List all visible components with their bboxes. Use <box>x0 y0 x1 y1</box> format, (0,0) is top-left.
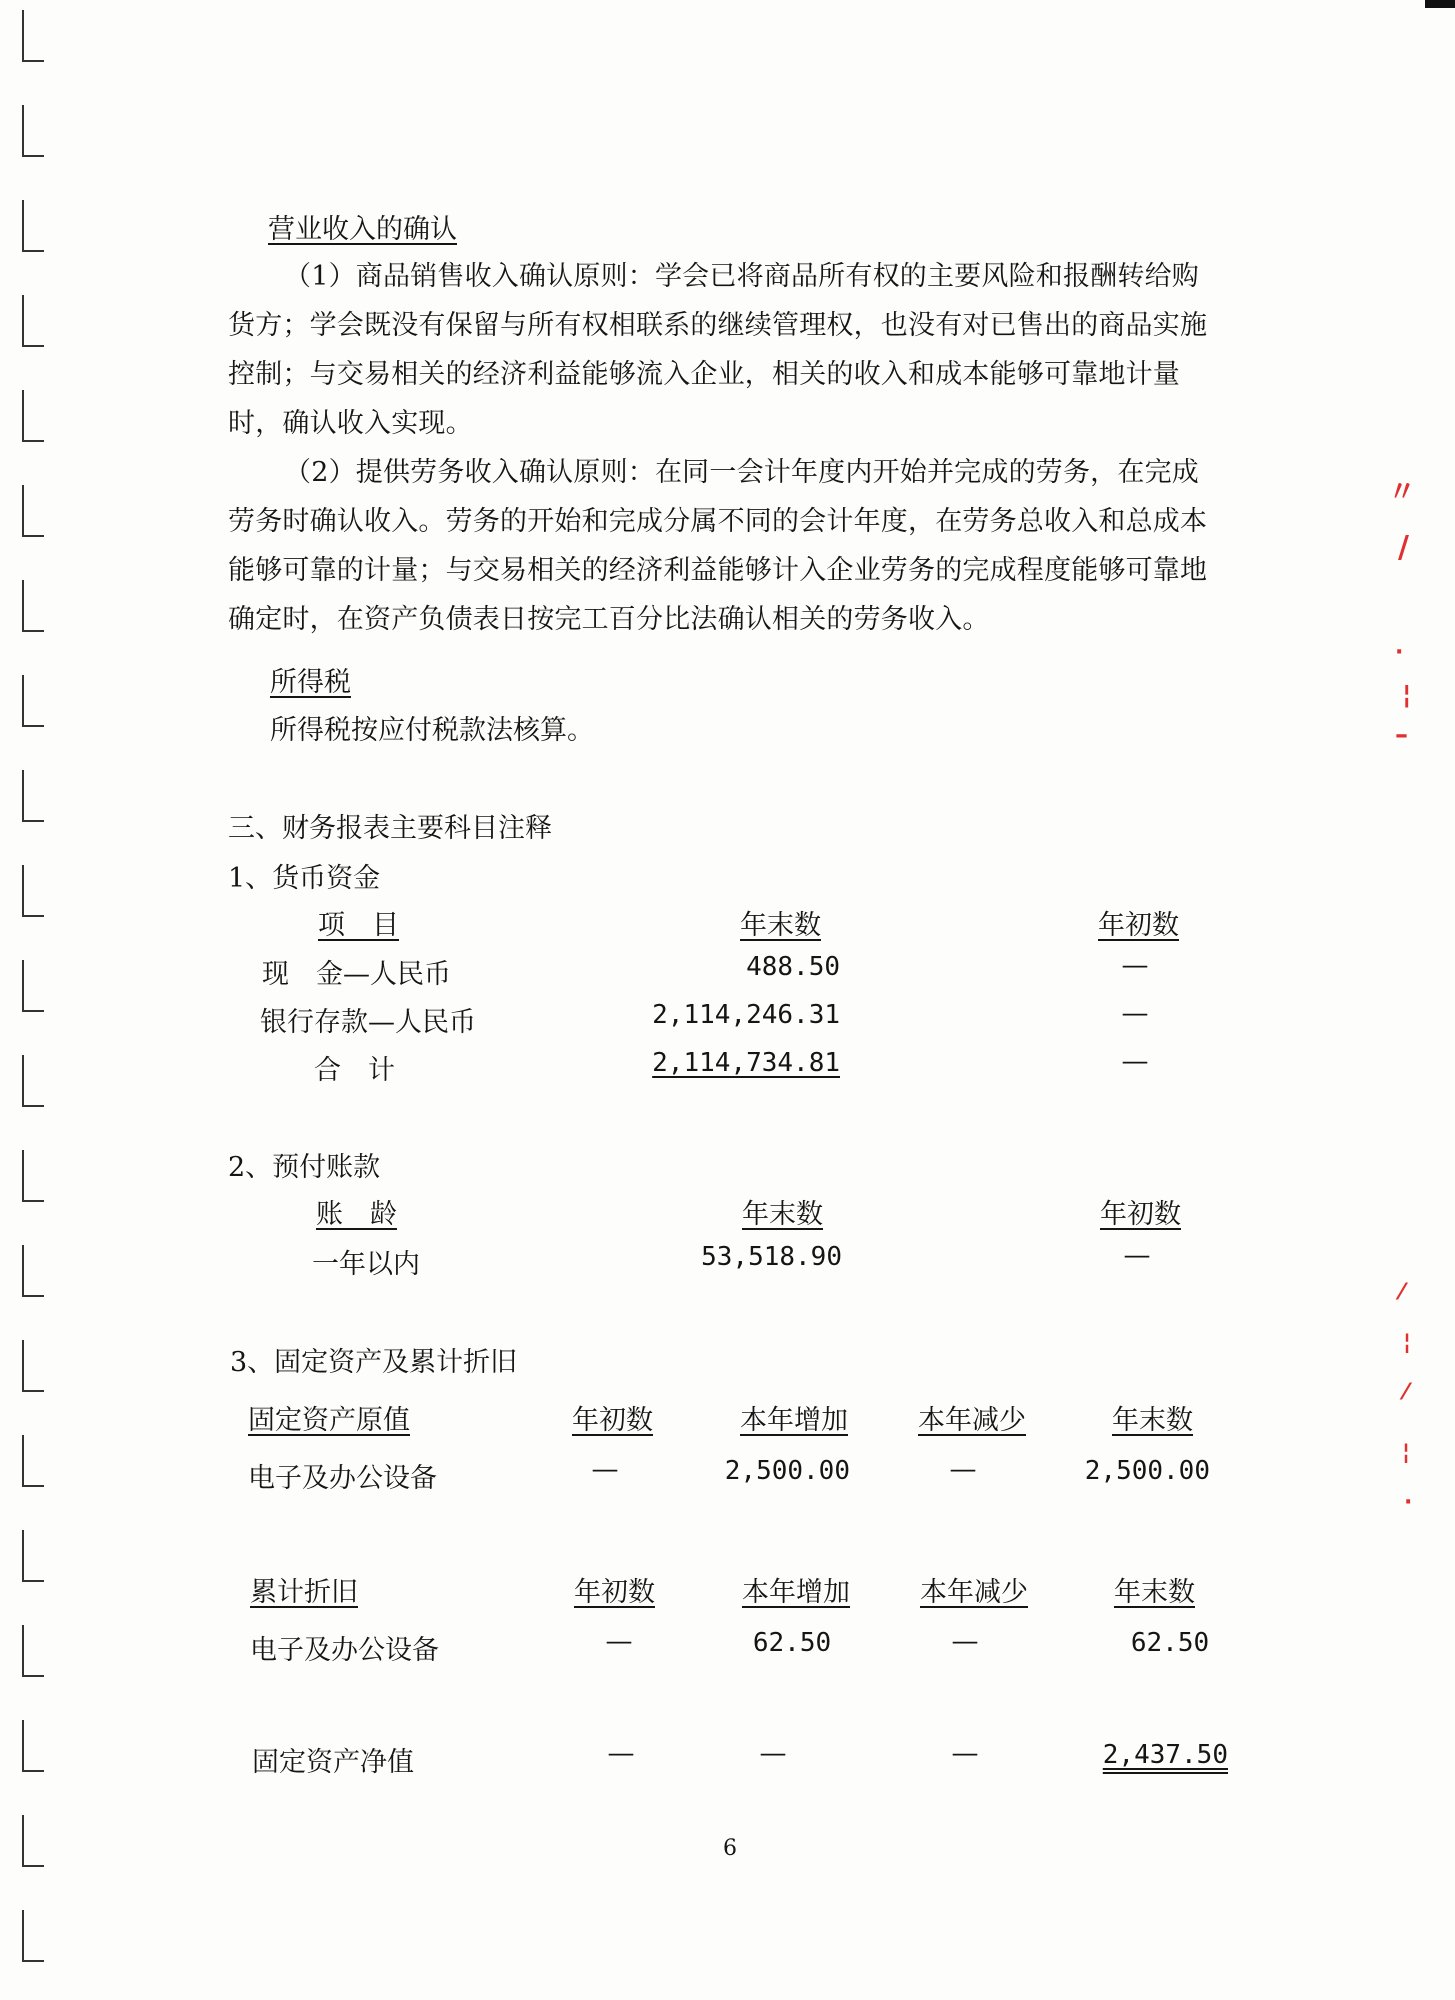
fixed-dep-header-decrease: 本年减少 <box>920 1577 1028 1608</box>
revenue-paragraph-1: （1）商品销售收入确认原则：学会已将商品所有权的主要风险和报酬转给购货方；学会既没有保留与所有权相联系的继续管理权，也没有对已售出的商品实施控制；与交易相关的经济利益能够流入企业，相关的收入和成本能够可靠地计量时，确认收入实现。 <box>228 261 1208 439</box>
fixed-orig-header-begin: 年初数 <box>572 1405 653 1436</box>
cash-row-1-end: 488.50 <box>746 952 840 982</box>
fixed-orig-header-name: 固定资产原值 <box>248 1405 410 1436</box>
fixed-orig-header-end: 年末数 <box>1112 1405 1193 1436</box>
cash-row-2-item: 银行存款—人民币 <box>260 1007 476 1038</box>
fixed-orig-row-decrease: — <box>949 1454 977 1485</box>
fixed-orig-row-name: 电子及办公设备 <box>248 1463 437 1494</box>
prepay-header-end: 年末数 <box>742 1199 823 1230</box>
prepay-title: 2、预付账款 <box>228 1152 381 1183</box>
cash-row-2-end: 2,114,246.31 <box>652 1000 840 1030</box>
revenue-heading: 营业收入的确认 <box>268 214 457 245</box>
cash-header-begin: 年初数 <box>1098 910 1179 941</box>
fixed-orig-row-increase: 2,500.00 <box>724 1456 850 1486</box>
revenue-paragraph-2: （2）提供劳务收入确认原则：在同一会计年度内开始并完成的劳务，在完成劳务时确认收入。劳务的开始和完成分属不同的会计年度，在劳务总收入和总成本能够可靠的计量；与交易相关的经济利益能够计入企业劳务的完成程度能够可靠地确定时，在资产负债表日按完工百分比法确认相关的劳务收入。 <box>228 457 1208 635</box>
fixed-dep-header-name: 累计折旧 <box>250 1577 358 1608</box>
fixed-dep-header-end: 年末数 <box>1114 1577 1195 1608</box>
fixed-title: 3、固定资产及累计折旧 <box>230 1347 518 1378</box>
scan-corner-mark <box>1425 0 1455 8</box>
page-number: 6 <box>723 1836 737 1861</box>
prepay-row-1-end: 53,518.90 <box>701 1242 842 1272</box>
fixed-orig-header-increase: 本年增加 <box>740 1405 848 1436</box>
prepay-row-1-age: 一年以内 <box>312 1249 420 1280</box>
fixed-orig-row-begin: — <box>591 1454 619 1485</box>
cash-row-1-begin: — <box>1121 950 1149 981</box>
fixed-dep-header-begin: 年初数 <box>574 1577 655 1608</box>
cash-row-1-item: 现 金—人民币 <box>262 959 451 990</box>
cash-header-item: 项 目 <box>318 910 399 941</box>
fixed-net-increase: — <box>759 1738 787 1769</box>
prepay-header-begin: 年初数 <box>1100 1199 1181 1230</box>
section3-title: 三、财务报表主要科目注释 <box>228 813 552 844</box>
cash-header-end: 年末数 <box>740 910 821 941</box>
fixed-dep-row-decrease: — <box>951 1626 979 1657</box>
revenue-section <box>228 252 1218 644</box>
fixed-net-end: 2,437.50 <box>1102 1740 1228 1770</box>
fixed-dep-row-name: 电子及办公设备 <box>250 1635 439 1666</box>
prepay-header-age: 账 龄 <box>316 1199 397 1230</box>
cash-title: 1、货币资金 <box>228 863 381 894</box>
cash-total-end: 2,114,734.81 <box>652 1048 840 1078</box>
fixed-net-begin: — <box>607 1738 635 1769</box>
fixed-net-decrease: — <box>951 1738 979 1769</box>
fixed-dep-row-begin: — <box>605 1626 633 1657</box>
fixed-dep-header-increase: 本年增加 <box>742 1577 850 1608</box>
fixed-orig-header-decrease: 本年减少 <box>918 1405 1026 1436</box>
cash-row-2-begin: — <box>1121 998 1149 1029</box>
document-page: 〃 / · ¦ – ⁄ ¦ ⁄ ¦ · 营业收入的确认 （1）商品销售收入确认原则：学会已将商品所有权的主要风险和报酬转给购货方；学会既没有保留与所有权相联系的继续管理权，也没有对已售出的商品实施控制；与交易相关的经济利益能够流入企业，相关的收入和成本能够可靠地计量时，确认收入实现。 （2）提供劳务收入确认原则：在同一会计年度内开始并完成的劳务，在完成劳务时确认收入。劳务的开始和完成分属不同的会计年度，在劳务总收入和总成本能够可靠的计量；与交易相关的经济利益能够计入企业劳务的完成程度能够可靠地确定时，在资产负债表日按完工百分比法确认相关的劳务收入。 所得税 所得税按应付税款法核算。 三、财务报表主要科目注释 1、货币资金 项 目 年末数 年初数 现 金—人民币 488.50 — 银行存款—人民币 2,114,246.31 — 合 计 2,114,734.81 — 2、预付账款 账 龄 年末数 年初数 一年以内 53,518.90 — 3、固定资产及累计折旧 固定资产原值 年初数 本年增加 本年减少 年末数 电子及办公设备 — 2,500.00 — 2,500.00 累计折旧 年初数 本年增加 本年减少 年末数 电子及办公设备 — 62.50 — 62.50 固定资产净值 — — — 2,437.50 6 <box>0 0 1455 2000</box>
fixed-orig-row-end: 2,500.00 <box>1084 1456 1210 1486</box>
tax-text: 所得税按应付税款法核算。 <box>270 715 594 746</box>
prepay-row-1-begin: — <box>1123 1240 1151 1271</box>
cash-total-label: 合 计 <box>314 1055 395 1086</box>
tax-heading: 所得税 <box>270 667 351 698</box>
cash-total-begin: — <box>1121 1046 1149 1077</box>
fixed-net-label: 固定资产净值 <box>252 1747 414 1778</box>
fixed-dep-row-increase: 62.50 <box>752 1628 832 1658</box>
fixed-dep-row-end: 62.50 <box>1130 1628 1210 1658</box>
